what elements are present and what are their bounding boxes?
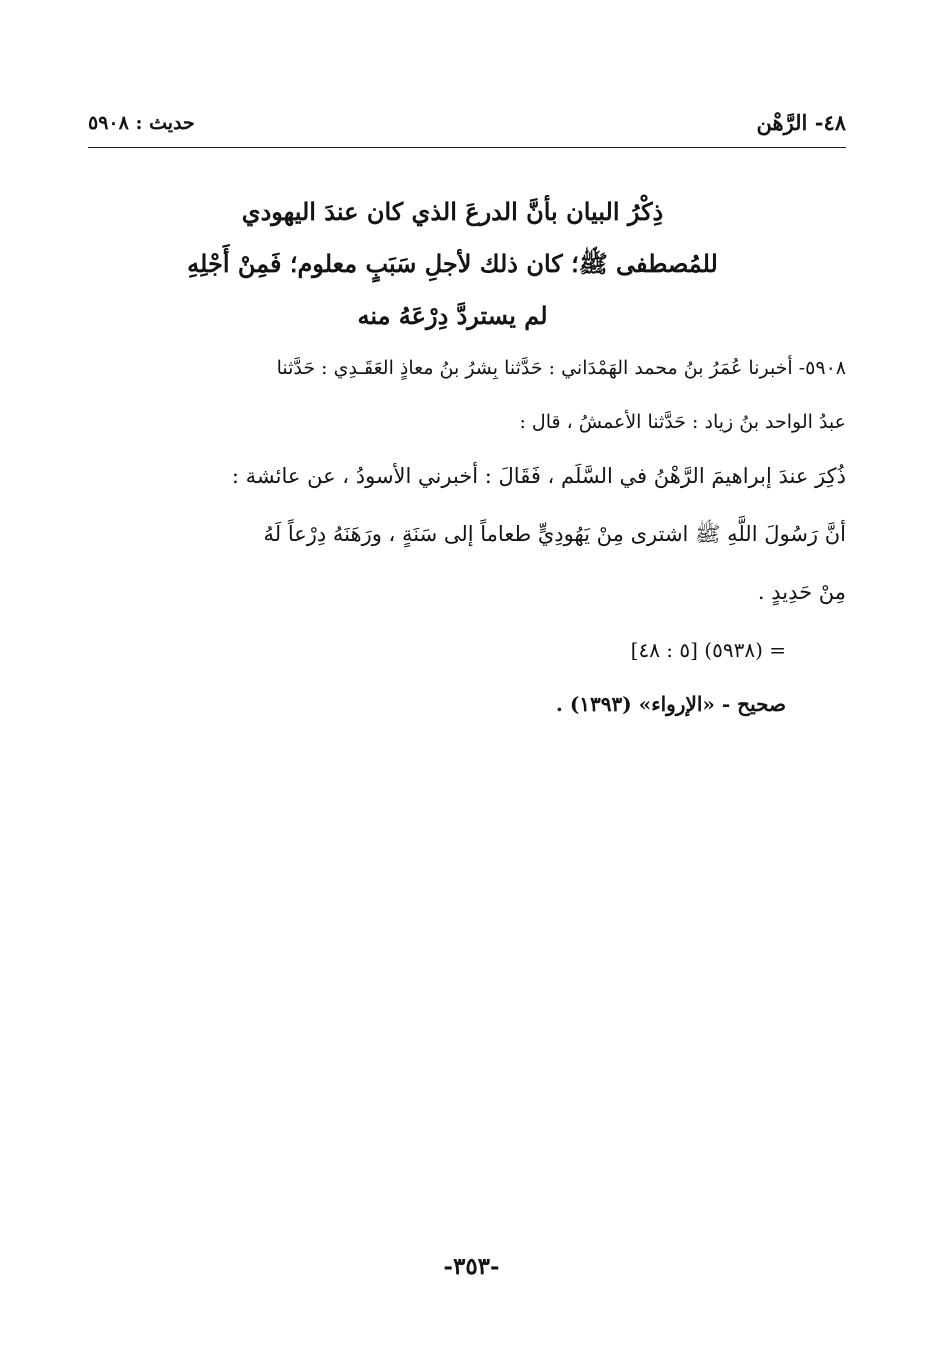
hadith-text-line-1: ذُكِرَ عندَ إبراهيمَ الرَّهْنُ في السَّلَم ، فَقَالَ : أخبرني الأسودُ ، عن عائشة : <box>231 464 846 488</box>
isnad-line-1: ٥٩٠٨- أخبرنا عُمَرُ بنُ محمد الهَمْدَاني : حَدَّثنا بِشرُ بنُ معاذٍ العَقَـدِي : حَدَّثنا <box>276 357 846 379</box>
hadith-text-line-3: مِنْ حَدِيدٍ . <box>757 580 846 604</box>
section-title-line-3: لم يستردَّ دِرْعَهُ منه <box>357 301 548 330</box>
cross-reference: = (٥٩٣٨) [٥ : ٤٨] <box>630 638 786 662</box>
section-title-line-1: ذِكْرُ البيان بأنَّ الدرعَ الذي كان عندَ اليهودي <box>241 197 664 226</box>
hadith-grade: صحيح - «الإرواء» (١٣٩٣) . <box>555 692 786 716</box>
hadith-text <box>88 456 846 630</box>
page-number: -٣٥٣- <box>443 1253 500 1280</box>
hadith-reference: حديث : ٥٩٠٨ <box>88 112 195 134</box>
chapter-title: ٤٨- الرَّهْن <box>756 110 846 135</box>
header-divider <box>88 147 846 148</box>
section-title-line-2: للمُصطفى ﷺ؛ كان ذلك لأجلِ سَبَبٍ معلوم؛ فَمِنْ أَجْلِهِ <box>187 249 718 278</box>
isnad-line-2: عبدُ الواحد بنُ زياد : حَدَّثنا الأعمشُ ، قال : <box>519 411 846 433</box>
hadith-body <box>88 348 846 724</box>
section-title <box>140 186 765 342</box>
hadith-text-line-2: أنَّ رَسُولَ اللَّهِ ﷺ اشترى مِنْ يَهُودِيٍّ طعاماً إلى سَنَةٍ ، ورَهَنَهُ دِرْعاً لَهُ <box>263 522 846 546</box>
isnad-chain <box>88 348 846 456</box>
running-header <box>88 104 846 144</box>
